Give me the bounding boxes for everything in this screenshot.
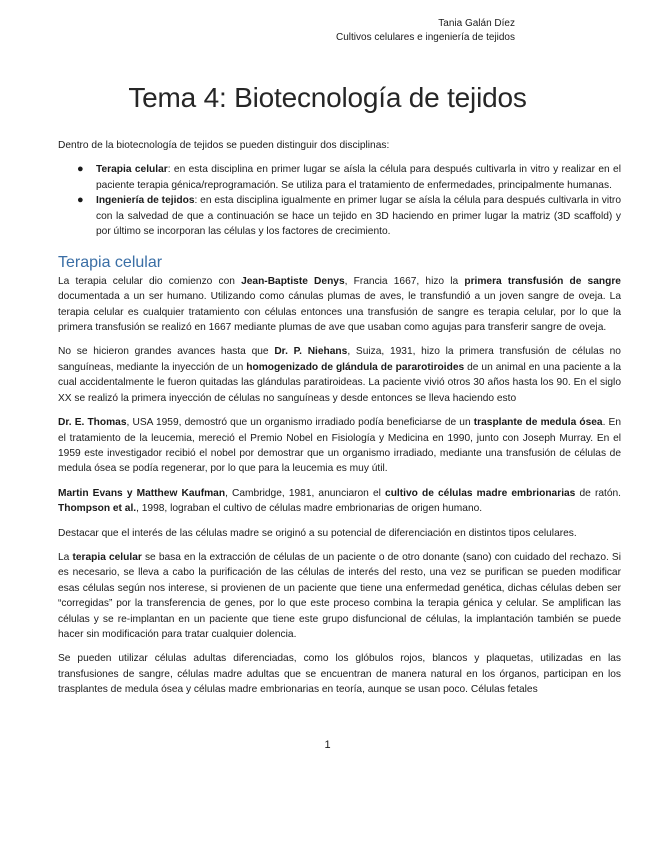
- header-course: Cultivos celulares e ingeniería de tejidos: [336, 32, 515, 43]
- bullet-icon: ●: [77, 163, 84, 176]
- bullet-icon: ●: [77, 194, 84, 207]
- paragraph-denys: La terapia celular dio comienzo con Jean-Baptiste Denys, Francia 1667, hizo la primera transfusión de sangre documentada a un ser humano. Utilizando como cánulas plumas de aves, le transfundió a un joven sangre de oveja. La terapia celular es cualquier tratamiento con células entonces una transfusión de sangre es terapia celular, por lo que la primera transfusión se realizó en 1667 mediante plumas de ave que usaban como agujas para transferir sangre de oveja.: [58, 275, 621, 334]
- list-item: [77, 162, 621, 193]
- page-number: 1: [324, 739, 331, 751]
- header-author: Tania Galán Díez: [438, 18, 515, 29]
- page-header: [336, 17, 515, 45]
- document-body: [58, 138, 621, 707]
- intro-paragraph: Dentro de la biotecnología de tejidos se pueden distinguir dos disciplinas:: [58, 140, 390, 151]
- paragraph-stem-cells: Destacar que el interés de las células madre se originó a su potencial de diferenciación en distintos tipos celulares.: [58, 527, 577, 539]
- paragraph-cell-types: Se pueden utilizar células adultas diferenciadas, como los glóbulos rojos, blancos y plaquetas, utilizadas en las transfusiones de sangre, células madre adultas que se encuentran de manera natural en los órganos, participan en los trasplantes de medula ósea y células madre embrionarias en teoría, aunque se usan poco. Células fetales: [58, 653, 621, 696]
- list-item-text: : en esta disciplina igualmente en primer lugar se aísla la célula para después cultivarla in vitro con la salvedad de que a continuación se hace un tejido en 3D haciendo en primer lugar la matriz (3D scaffold) y por último se incorporan las células y los factores de crecimiento.: [96, 195, 621, 238]
- list-item-term: Ingeniería de tejidos: [96, 195, 195, 207]
- discipline-list: [58, 162, 621, 239]
- paragraph-thomas: Dr. E. Thomas, USA 1959, demostró que un organismo irradiado podía beneficiarse de un trasplante de medula ósea. En el tratamiento de la leucemia, mereció el Premio Nobel en Fisiología y Medicina en 1990, junto con Joseph Murray. En el 1959 este investigador recibió el nobel por demostrar que un organismo irradiado, mediante una transfusión de células de medula ósea se podía regenerar, por lo que para la leucemia es muy útil.: [58, 417, 621, 475]
- paragraph-niehans: No se hicieron grandes avances hasta que Dr. P. Niehans, Suiza, 1931, hizo la primera transfusión de células no sanguíneas, mediante la inyección de un homogenizado de glándula de pararotiroides de un animal en una paciente a la cual accidentalmente le fueron quitadas las glándulas paratiroideas. La paciente vivió otros 30 años hasta los 90. En el siglo XX se realizó la primera inyección de células no sanguíneas y desde entonces se lleva haciendo esto: [58, 346, 621, 404]
- paragraph-evans: Martin Evans y Matthew Kaufman, Cambridge, 1981, anunciaron el cultivo de células madre embrionarias de ratón. Thompson et al., 1998, lograban el cultivo de células madre embrionarias de origen humano.: [58, 487, 621, 515]
- list-item: [77, 193, 621, 239]
- list-item-text: : en esta disciplina en primer lugar se aísla la célula para después cultivarla in vitro y realizar en el paciente terapia génica/reprogramación. Se utiliza para el tratamiento de enfermedades, principalmente humanas.: [96, 164, 621, 191]
- page-title: Tema 4: Biotecnología de tejidos: [128, 82, 527, 113]
- paragraph-cell-therapy: La terapia celular se basa en la extracción de células de un paciente o de otro donante (sano) con cuidado del rechazo. Si es necesario, se lleva a cabo la purificación de las células de interés del resto, una vez se purifican se pueden modificar esas células según nos interese, si provienen de un paciente que tiene una enfermedad genética, dichas células deben ser “corregidas” por la transferencia de genes, por lo que este proceso combina la terapia génica y celular. Se amplifican las células y se re-implantan en un paciente que tiene este grupo disfuncional de células, la implantación también se puede hacer sin modificación para tratar cualquier dolencia.: [58, 551, 621, 640]
- list-item-term: Terapia celular: [96, 164, 168, 176]
- section-heading: Terapia celular: [58, 254, 163, 272]
